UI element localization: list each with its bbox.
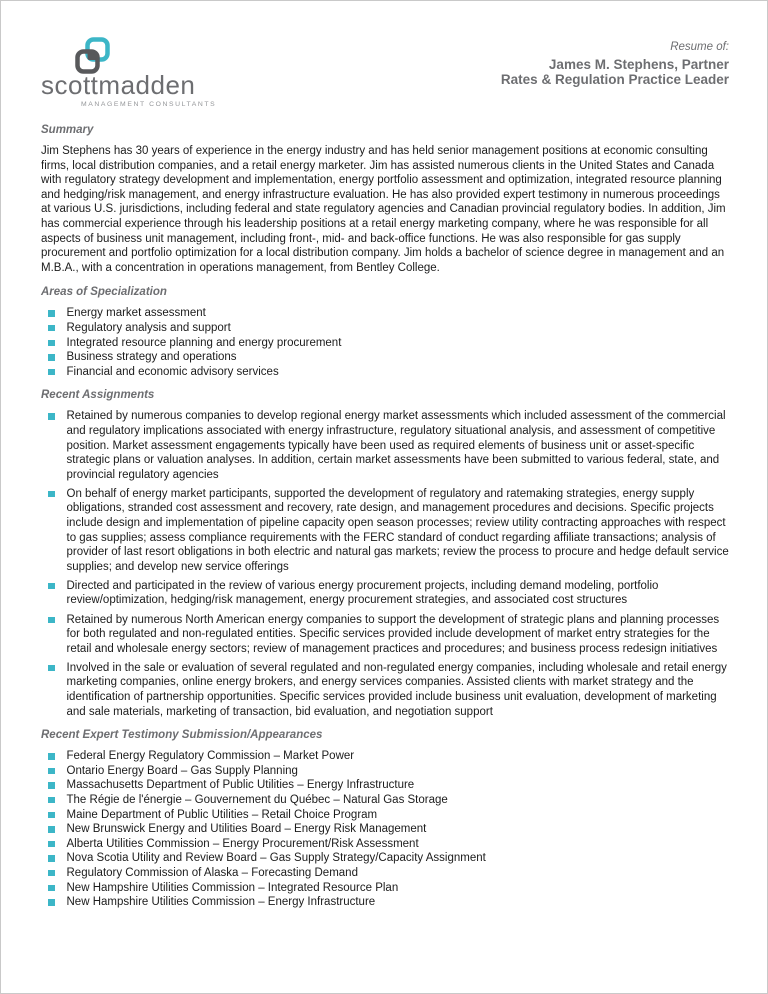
bullet-square-icon <box>48 354 55 361</box>
list-item-text: Directed and participated in the review of various energy procurement projects, including demand modeling, portfolio review/optimization, hedging/risk management, energy procurement strategies, and associated cost structures <box>66 579 659 607</box>
list-item-text: New Brunswick Energy and Utilities Board – Energy Risk Management <box>66 823 427 836</box>
bullet-square-icon <box>48 325 55 332</box>
brand-tagline: MANAGEMENT CONSULTANTS <box>81 101 217 108</box>
list-item <box>41 808 729 823</box>
summary-heading: Summary <box>41 124 94 136</box>
list-item-text: Business strategy and operations <box>66 351 237 364</box>
list-item <box>41 749 729 764</box>
brand-name: scottmadden <box>41 70 196 100</box>
person-name: James M. Stephens, Partner <box>548 56 729 72</box>
list-item <box>41 778 729 793</box>
bullet-square-icon <box>48 665 55 672</box>
list-item-text: New Hampshire Utilities Commission – Integrated Resource Plan <box>66 881 399 894</box>
list-item <box>41 661 729 719</box>
list-item <box>41 866 729 881</box>
list-item-text: Integrated resource planning and energy procurement <box>66 336 342 349</box>
list-item-text: Energy market assessment <box>66 307 206 320</box>
list-item <box>41 487 729 575</box>
list-item-text: Retained by numerous companies to develop regional energy market assessments which included assessment of the commercial and regulatory implications associated with energy infrastructure, regulatory situational analysis, and assessment of competitive position. Market assessment engagements typically have been used as required elements of business unit or asset-specific strategic plans or valuation analyses. In addition, certain market assessments have been submitted to various federal, state, and provincial regulatory agencies <box>66 410 726 481</box>
list-item <box>41 837 729 852</box>
list-item <box>41 409 729 482</box>
list-item-text: Nova Scotia Utility and Review Board – Gas Supply Strategy/Capacity Assignment <box>66 852 486 865</box>
bullet-square-icon <box>48 797 55 804</box>
list-item-text: Alberta Utilities Commission – Energy Procurement/Risk Assessment <box>66 837 419 850</box>
list-item <box>41 851 729 866</box>
assignments-list <box>41 409 729 719</box>
list-item <box>41 793 729 808</box>
scottmadden-logo <box>41 31 216 108</box>
bullet-square-icon <box>48 826 55 833</box>
bullet-square-icon <box>48 885 55 892</box>
list-item-text: Maine Department of Public Utilities – Retail Choice Program <box>66 808 378 821</box>
list-item-text: On behalf of energy market participants, supported the development of regulatory and ratemaking strategies, energy supply obligations, stranded cost assessment and recovery, rate design, and management procedures and decisions. Specific projects include design and implementation of pipeline capacity open season processes; review utility contracting approaches with respect to gas supplies; assess compliance requirements with the FERC standard of conduct regarding affiliate transactions; analysis of provider of last resort obligations in both electric and natural gas markets; review the process to procure and hedge default service supplies; and develop new service offerings <box>66 487 729 573</box>
resume-title-block <box>501 31 729 88</box>
list-item <box>41 365 729 380</box>
bullet-square-icon <box>48 812 55 819</box>
list-item-text: Regulatory analysis and support <box>66 321 231 334</box>
section-assignments <box>41 389 729 719</box>
list-item <box>41 613 729 657</box>
section-summary <box>41 124 729 275</box>
list-item-text: Involved in the sale or evaluation of several regulated and non-regulated energy companies, including wholesale and retail energy marketing companies, online energy brokers, and energy services companies. Assisted clients with market strategy and the identification of partnership opportunities. Specific services provided include business unit evaluation, development of marketing and sale materials, marketing of transaction, bid evaluation, and negotiation support <box>66 661 727 718</box>
bullet-square-icon <box>48 855 55 862</box>
list-item-text: The Régie de l'énergie – Gouvernement du Québec – Natural Gas Storage <box>66 793 448 806</box>
bullet-square-icon <box>48 413 55 420</box>
list-item <box>41 764 729 779</box>
list-item-text: Ontario Energy Board – Gas Supply Planning <box>66 764 298 777</box>
list-item-text: Regulatory Commission of Alaska – Forecasting Demand <box>66 866 358 879</box>
bullet-square-icon <box>48 310 55 317</box>
document-header <box>41 31 729 108</box>
list-item <box>41 350 729 365</box>
assignments-heading: Recent Assignments <box>41 389 155 402</box>
list-item-text: New Hampshire Utilities Commission – Energy Infrastructure <box>66 896 376 909</box>
resume-of-label: Resume of: <box>670 41 729 53</box>
bullet-square-icon <box>48 583 55 590</box>
list-item <box>41 822 729 837</box>
list-item-text: Federal Energy Regulatory Commission – Market Power <box>66 750 355 763</box>
list-item-text: Massachusetts Department of Public Utilities – Energy Infrastructure <box>66 779 415 792</box>
testimony-list <box>41 749 729 910</box>
bullet-square-icon <box>48 617 55 624</box>
list-item <box>41 579 729 608</box>
bullet-square-icon <box>48 841 55 848</box>
testimony-heading: Recent Expert Testimony Submission/Appearances <box>41 729 323 742</box>
list-item-text: Retained by numerous North American energy companies to support the development of strategic plans and planning processes for both regulated and non-regulated entities. Specific services provided include development of market entry strategies for the retail and wholesale energy sectors; review of management practices and procedures; and business process redesign initiatives <box>66 613 720 655</box>
specialization-heading: Areas of Specialization <box>41 286 167 299</box>
bullet-square-icon <box>48 768 55 775</box>
section-specialization <box>41 286 729 379</box>
summary-paragraph: Jim Stephens has 30 years of experience in the energy industry and has held senior management positions at economic consulting firms, local distribution companies, and a retail energy marketer. Jim has assisted numerous clients in the United States and Canada with regulatory strategy development and implementation, energy portfolio assessment and optimization, integrated resource planning and hedging/risk management, and energy infrastructure evaluation. He has also provided expert testimony in numerous proceedings at various U.S. jurisdictions, including federal and state regulatory agencies and Canadian provincial regulatory bodies. In addition, Jim has commercial experience through his leadership positions at a retail energy marketing company, where he was responsible for all aspects of business unit management, including front-, mid- and back-office functions. He was also responsible for gas supply procurement and portfolio optimization for a local distribution company. Jim holds a bachelor of science degree in management and an M.B.A., with a concentration in operations management, from Bentley College. <box>41 145 726 274</box>
bullet-square-icon <box>48 753 55 760</box>
list-item-text: Financial and economic advisory services <box>66 365 279 378</box>
bullet-square-icon <box>48 899 55 906</box>
list-item <box>41 321 729 336</box>
list-item <box>41 336 729 351</box>
section-testimony <box>41 729 729 910</box>
bullet-square-icon <box>48 369 55 376</box>
list-item <box>41 881 729 896</box>
specialization-list <box>41 306 729 379</box>
bullet-square-icon <box>48 491 55 498</box>
bullet-square-icon <box>48 870 55 877</box>
bullet-square-icon <box>48 340 55 347</box>
bullet-square-icon <box>48 782 55 789</box>
logo-squares-icon <box>75 37 216 73</box>
list-item <box>41 306 729 321</box>
list-item <box>41 895 729 910</box>
person-title: Rates & Regulation Practice Leader <box>500 72 729 88</box>
